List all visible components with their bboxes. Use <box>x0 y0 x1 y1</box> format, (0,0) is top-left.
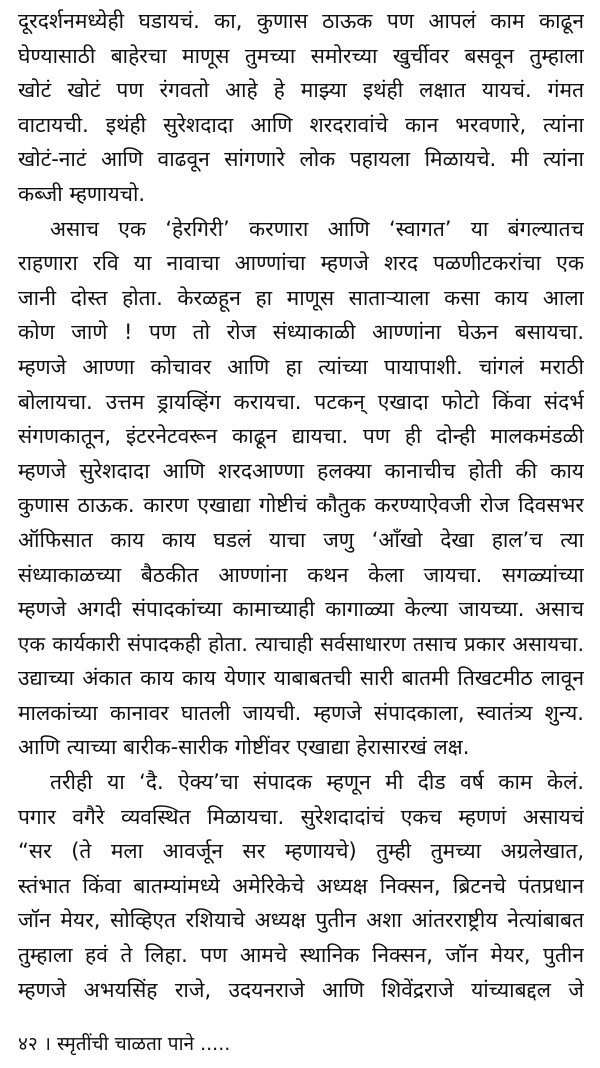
text-line: जानी दोस्त होता. केरळहून हा माणूस साताऱ्याला कसा काय आला <box>18 285 584 310</box>
text-line: दूरदर्शनमध्येही घडायचं. का, कुणास ठाऊक पण आपलं काम काढून <box>18 9 584 33</box>
text-line: संध्याकाळच्या बैठकीत आण्णांना कथन केला जायचा. सगळ्यांच्या <box>18 562 584 587</box>
text-line: राहणारा रवि या नावाचा आण्णांचा म्हणजे शरद पळणीटकरांचा एक <box>18 251 584 276</box>
text-line: वाटायची. इथंही सुरेशदादा आणि शरदरावांचे कान भरवणारे, त्यांना <box>18 112 584 137</box>
text-line: खोटं खोटं पण रंगवतो आहे हे माझ्या इथंही लक्षात यायचं. गंमत <box>18 78 584 103</box>
text-line: म्हणजे अगदी संपादकांच्या कामाच्याही कागाळ्या केल्या जायच्या. असाच <box>18 597 584 622</box>
text-line: स्तंभात किंवा बातम्यांमध्ये अमेरिकेचे अध्यक्ष निक्सन, ब्रिटनचे पंतप्रधान <box>18 873 584 898</box>
text-line: कब्जी म्हणायचो. <box>18 181 146 206</box>
text-line: उद्याच्या अंकात काय काय येणार याबाबतची सारी बातमी तिखटमीठ लावून <box>18 666 584 691</box>
text-line: तुम्हाला हवं ते लिहा. पण आमचे स्थानिक निक्सन, जॉन मेयर, पुतीन <box>18 943 584 968</box>
text-line: म्हणजे अभयसिंह राजे, उदयनराजे आणि शिवेंद्रराजे यांच्याबद्दल जे <box>18 977 584 1002</box>
text-line: खोटं-नाटं आणि वाढवून सांगणारे लोक पहायला मिळायचे. मी त्यांना <box>18 147 584 172</box>
text-line: असाच एक ‘हेरगिरी’ करणारा आणि ‘स्वागत’ या बंगल्यातच <box>50 216 584 241</box>
text-line: कुणास ठाऊक. कारण एखाद्या गोष्टीचं कौतुक करण्याऐवजी रोज दिवसभर <box>18 493 584 518</box>
text-line: म्हणजे सुरेशदादा आणि शरदआण्णा हलक्या कानाचीच होती की काय <box>18 458 584 483</box>
text-line: ऑफिसात काय काय घडलं याचा जणु ‘आँखो देखा हाल’च त्या <box>18 527 584 552</box>
text-line: आणि त्याच्या बारीक-सारीक गोष्टींवर एखाद्या हेरासारखं लक्ष. <box>18 735 470 760</box>
text-line: “सर (ते मला आवर्जून सर म्हणायचे) तुम्ही तुमच्या अग्रलेखात, <box>18 839 584 864</box>
text-line: जॉन मेयर, सोव्हिएत रशियाचे अध्यक्ष पुतीन अशा आंतरराष्ट्रीय नेत्यांबाबत <box>18 908 584 933</box>
page-body-text <box>18 4 584 1007</box>
text-line: बोलायचा. उत्तम ड्रायव्हिंग करायचा. पटकन् एखादा फोटो किंवा संदर्भ <box>18 389 584 414</box>
text-line: कोण जाणे ! पण तो रोज संध्याकाळी आण्णांना घेऊन बसायचा. <box>18 320 584 345</box>
text-line: घेण्यासाठी बाहेरचा माणूस तुमच्या समोरच्या खुर्चीवर बसवून तुम्हाला <box>18 43 584 68</box>
text-line: एक कार्यकारी संपादकही होता. त्याचाही सर्वसाधारण तसाच प्रकार असायचा. <box>18 631 584 656</box>
text-line: पगार वगैरे व्यवस्थित मिळायचा. सुरेशदादांचं एकच म्हणणं असायचं <box>18 804 584 829</box>
text-line: म्हणजे आण्णा कोचावर आणि हा त्यांच्या पायापाशी. चांगलं मराठी <box>18 354 584 379</box>
text-line: मालकांच्या कानावर घातली जायची. म्हणजे संपादकाला, स्वातंत्र्य शुन्य. <box>18 700 584 725</box>
page-footer: ४२ । स्मृतींची चाळता पाने ..... <box>18 1033 231 1055</box>
text-line: तरीही या ‘दै. ऐक्य’चा संपादक म्हणून मी दीड वर्ष काम केलं. <box>50 770 584 795</box>
text-line: संगणकातून, इंटरनेटवरून काढून द्यायचा. पण ही दोन्ही मालकमंडळी <box>18 424 584 449</box>
